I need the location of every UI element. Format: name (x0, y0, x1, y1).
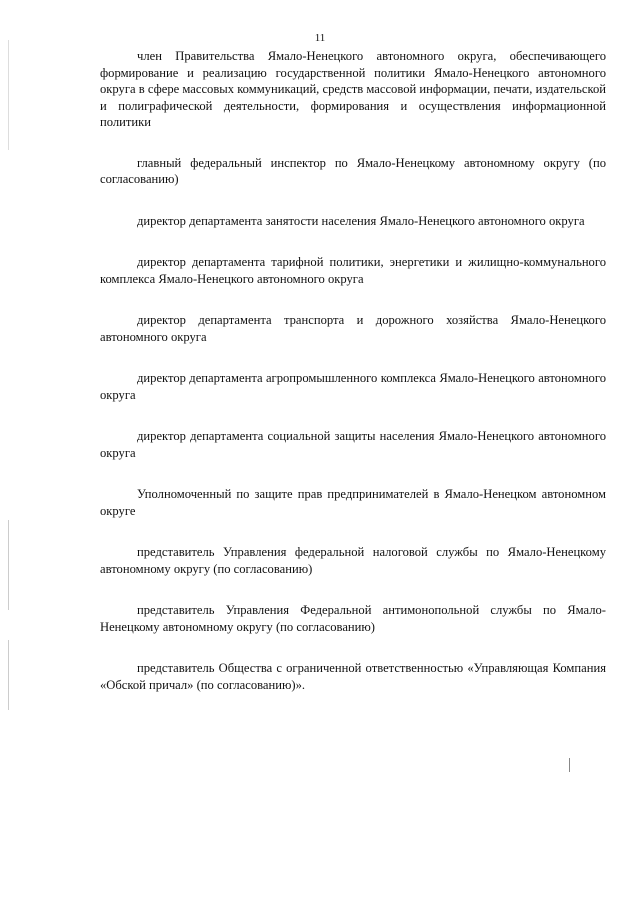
member-list-item: Уполномоченный по защите прав предпринимателей в Ямало-Ненецком автономном округе (100, 487, 606, 518)
member-list-item: директор департамента агропромышленного комплекса Ямало-Ненецкого автономного округа (100, 371, 606, 402)
scan-artifact-right (569, 758, 570, 772)
member-list-item: директор департамента тарифной политики, энергетики и жилищно-коммунального комплекса Ямало-Ненецкого автономного округа (100, 255, 606, 286)
page-number: 11 (314, 32, 326, 44)
member-list-item: директор департамента социальной защиты населения Ямало-Ненецкого автономного округа (100, 429, 606, 460)
scan-artifact-left-1 (8, 40, 9, 150)
scan-artifact-left-2 (8, 520, 9, 610)
member-list-item: представитель Управления федеральной налоговой службы по Ямало-Ненецкому автономному округу (по согласованию) (100, 545, 606, 576)
member-list-item: директор департамента занятости населения Ямало-Ненецкого автономного округа (137, 213, 585, 228)
member-list-item: член Правительства Ямало-Ненецкого автономного округа, обеспечивающего формирование и реализацию государственной политики Ямало-Ненецкого автономного округа в сфере массовых коммуникаций, средств массовой информации, печати, издательской и полиграфической деятельности, формирования и осуществления информационной политики (100, 49, 606, 129)
member-list-item: главный федеральный инспектор по Ямало-Ненецкому автономному округу (по согласованию) (100, 155, 606, 186)
member-list-item: представитель Управления Федеральной антимонопольной службы по Ямало-Ненецкому автономному округу (по согласованию) (100, 603, 606, 634)
scan-artifact-left-3 (8, 640, 9, 710)
member-list-item: представитель Общества с ограниченной ответственностью «Управляющая Компания «Обской причал» (по согласованию)». (100, 661, 606, 692)
member-list-item: директор департамента транспорта и дорожного хозяйства Ямало-Ненецкого автономного округа (100, 313, 606, 344)
document-body (100, 48, 606, 718)
